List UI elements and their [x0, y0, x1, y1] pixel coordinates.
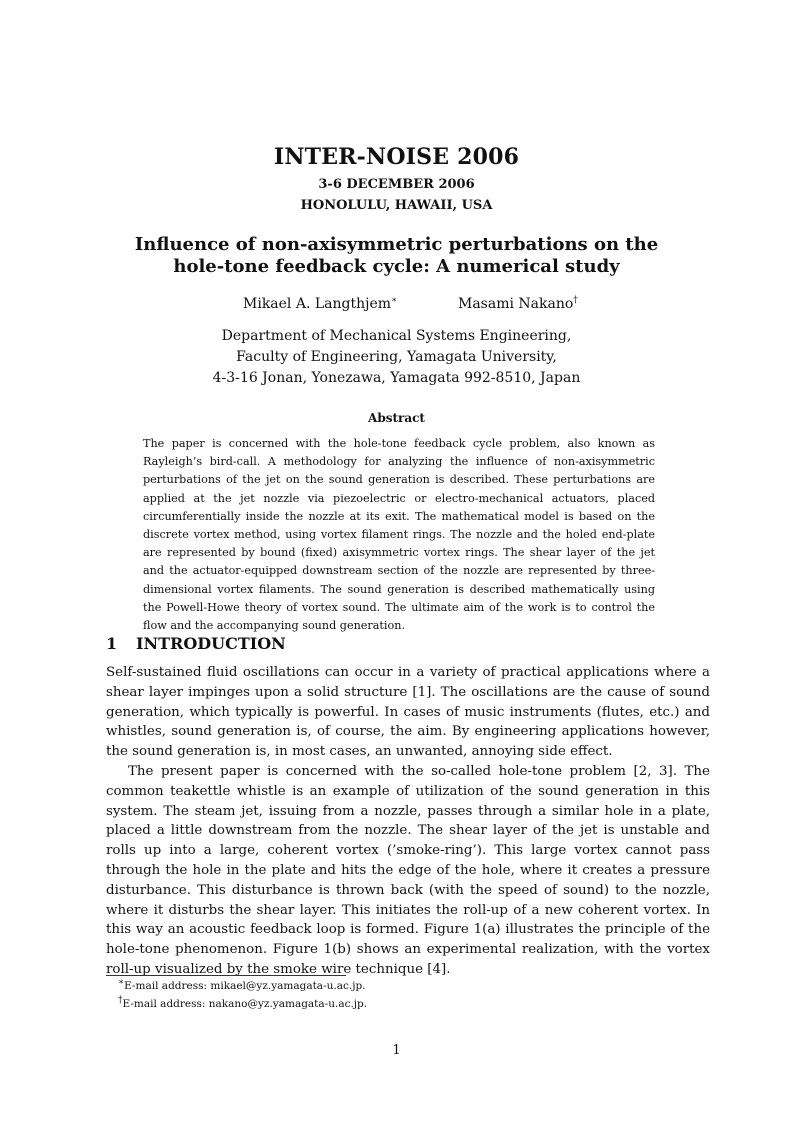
- footnote-1-text: E-mail address: mikael@yz.yamagata-u.ac.jp.: [124, 980, 366, 992]
- affiliation-line-3: 4-3-16 Jonan, Yonezawa, Yamagata 992-8510, Japan: [212, 370, 581, 386]
- conference-title: INTER-NOISE 2006: [273, 144, 520, 170]
- paragraph-1: Self-sustained fluid oscillations can occur in a variety of practical applications where a shear layer impinges upon a solid structure [1]. The oscillations are the cause of sound generation, which typically is powerful. In cases of music instruments (flutes, etc.) and whistles, sound generation is, of course, the aim. By engineering applications however, the sound generation is, in most cases, an unwanted, annoying side effect.: [106, 665, 710, 760]
- footnote-2-mark: †: [118, 995, 123, 1006]
- footnote-1-mark: ∗: [118, 977, 125, 988]
- paper-title-line-1: Influence of non-axisymmetric perturbations on the: [134, 234, 659, 255]
- author-2-name: Masami Nakano: [458, 296, 574, 312]
- page-number: 1: [392, 1043, 401, 1058]
- section-heading: [106, 634, 286, 653]
- author-1-footnote-mark: ∗: [391, 295, 398, 306]
- author-1: [243, 296, 397, 312]
- footnote-1: [118, 977, 366, 992]
- paragraph-2: The present paper is concerned with the so-called hole-tone problem [2, 3]. The common teakettle whistle is an example of utilization of the sound generation in this system. The steam jet, issuing from a nozzle, passes through a similar hole in a plate, placed a little downstream from the nozzle. The shear layer of the jet is unstable and rolls up into a large, coherent vortex (’smoke-ring’). This large vortex cannot pass through the hole in the plate and hits the edge of the hole, where it creates a pressure disturbance. This disturbance is thrown back (with the speed of sound) to the nozzle, where it disturbs the shear layer. This initiates the roll-up of a new coherent vortex. In this way an acoustic feedback loop is formed. Figure 1(a) illustrates the principle of the hole-tone phenomenon. Figure 1(b) shows an experimental realization, with the vortex roll-up visualized by the smoke wire technique [4].: [106, 763, 710, 977]
- footnote-rule: [106, 975, 346, 976]
- conference-location: HONOLULU, HAWAII, USA: [300, 198, 493, 213]
- section-title: INTRODUCTION: [136, 634, 286, 653]
- paper-title: [0, 234, 793, 278]
- section-body: [106, 663, 710, 980]
- paper-title-line-2: hole-tone feedback cycle: A numerical study: [173, 256, 620, 277]
- author-1-name: Mikael A. Langthjem: [243, 296, 392, 312]
- abstract-heading: Abstract: [368, 411, 425, 425]
- footnote-2: [118, 995, 368, 1010]
- author-2-footnote-mark: †: [573, 295, 578, 306]
- author-2: [458, 296, 578, 312]
- affiliation: [0, 326, 793, 389]
- affiliation-line-2: Faculty of Engineering, Yamagata University,: [236, 349, 557, 365]
- conference-dates: 3-6 DECEMBER 2006: [318, 177, 475, 192]
- affiliation-line-1: Department of Mechanical Systems Engineering,: [221, 328, 572, 344]
- footnote-2-text: E-mail address: nakano@yz.yamagata-u.ac.jp.: [122, 998, 368, 1010]
- section-number: 1: [106, 634, 118, 653]
- abstract-text: The paper is concerned with the hole-tone feedback cycle problem, also known as Rayleigh’s bird-call. A methodology for analyzing the influence of non-axisymmetric perturbations of the jet on the sound generation is described. These perturbations are applied at the jet nozzle via piezoelectric or electro-mechanical actuators, placed circumferentially inside the nozzle at its exit. The mathematical model is based on the discrete vortex method, using vortex filament rings. The nozzle and the holed end-plate are represented by bound (fixed) axisymmetric vortex rings. The shear layer of the jet and the actuator-equipped downstream section of the nozzle are represented by three-dimensional vortex filaments. The sound generation is described mathematically using the Powell-Howe theory of vortex sound. The ultimate aim of the work is to control the flow and the accompanying sound generation.: [143, 437, 655, 633]
